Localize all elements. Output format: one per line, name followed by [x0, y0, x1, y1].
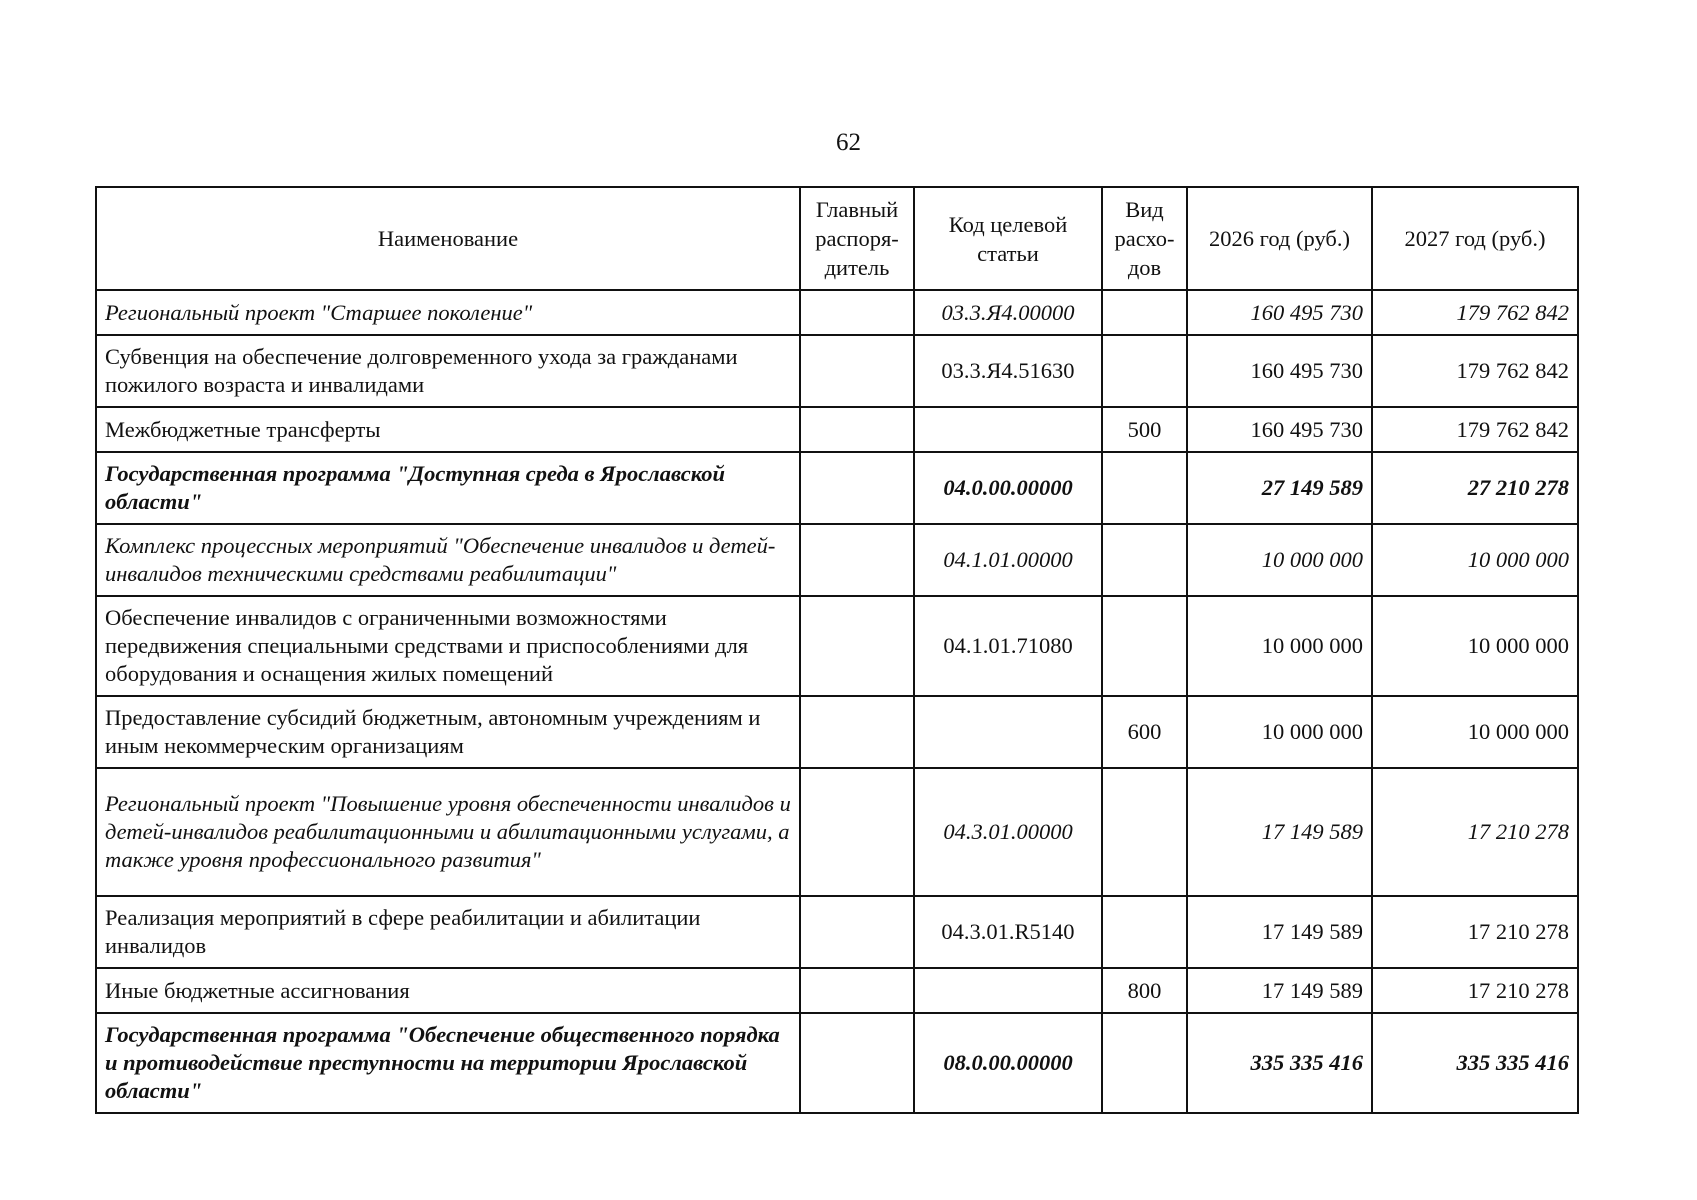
cell-y2027: 335 335 416 — [1372, 1013, 1578, 1113]
cell-code: 04.3.01.00000 — [914, 768, 1102, 896]
cell-code: 04.1.01.00000 — [914, 524, 1102, 596]
table-row — [96, 1013, 1578, 1113]
cell-y2026: 10 000 000 — [1187, 524, 1372, 596]
cell-y2026: 17 149 589 — [1187, 768, 1372, 896]
cell-admin — [800, 290, 914, 335]
header-2026: 2026 год (руб.) — [1187, 187, 1372, 290]
cell-kind — [1102, 896, 1187, 968]
table-row — [96, 407, 1578, 452]
cell-code: 03.3.Я4.00000 — [914, 290, 1102, 335]
cell-y2027: 179 762 842 — [1372, 290, 1578, 335]
cell-kind — [1102, 335, 1187, 407]
cell-y2027: 27 210 278 — [1372, 452, 1578, 524]
table-row — [96, 524, 1578, 596]
table-row — [96, 290, 1578, 335]
table-row — [96, 968, 1578, 1013]
cell-admin — [800, 452, 914, 524]
cell-code: 04.1.01.71080 — [914, 596, 1102, 696]
cell-name: Межбюджетные трансферты — [96, 407, 800, 452]
cell-y2027: 179 762 842 — [1372, 335, 1578, 407]
cell-admin — [800, 896, 914, 968]
table-row — [96, 596, 1578, 696]
table-row — [96, 896, 1578, 968]
cell-name: Государственная программа "Обеспечение общественного порядка и противодействие преступности на территории Ярославской области" — [96, 1013, 800, 1113]
cell-kind: 600 — [1102, 696, 1187, 768]
table-row — [96, 452, 1578, 524]
cell-admin — [800, 407, 914, 452]
header-name: Наименование — [96, 187, 800, 290]
cell-y2026: 27 149 589 — [1187, 452, 1372, 524]
cell-y2026: 10 000 000 — [1187, 596, 1372, 696]
cell-code: 08.0.00.00000 — [914, 1013, 1102, 1113]
table-row — [96, 696, 1578, 768]
cell-y2027: 17 210 278 — [1372, 896, 1578, 968]
cell-y2026: 17 149 589 — [1187, 896, 1372, 968]
cell-admin — [800, 1013, 914, 1113]
cell-admin — [800, 968, 914, 1013]
header-code: Код целевой статьи — [914, 187, 1102, 290]
cell-y2027: 10 000 000 — [1372, 596, 1578, 696]
cell-y2027: 10 000 000 — [1372, 524, 1578, 596]
budget-table — [95, 186, 1579, 1114]
cell-code — [914, 407, 1102, 452]
table-row — [96, 768, 1578, 896]
cell-kind — [1102, 452, 1187, 524]
cell-code — [914, 968, 1102, 1013]
header-2027: 2027 год (руб.) — [1372, 187, 1578, 290]
cell-admin — [800, 696, 914, 768]
cell-name: Региональный проект "Повышение уровня обеспеченности инвалидов и детей-инвалидов реабилитационными и абилитационными услугами, а также уровня профессионального развития" — [96, 768, 800, 896]
table-header-row — [96, 187, 1578, 290]
cell-kind — [1102, 290, 1187, 335]
cell-code: 04.3.01.R5140 — [914, 896, 1102, 968]
cell-code: 03.3.Я4.51630 — [914, 335, 1102, 407]
cell-name: Иные бюджетные ассигнования — [96, 968, 800, 1013]
header-kind: Вид расхо-дов — [1102, 187, 1187, 290]
cell-code — [914, 696, 1102, 768]
header-admin: Главный распоря-дитель — [800, 187, 914, 290]
cell-kind: 500 — [1102, 407, 1187, 452]
cell-kind — [1102, 1013, 1187, 1113]
cell-name: Государственная программа "Доступная среда в Ярославской области" — [96, 452, 800, 524]
cell-name: Региональный проект "Старшее поколение" — [96, 290, 800, 335]
cell-admin — [800, 335, 914, 407]
cell-y2026: 160 495 730 — [1187, 407, 1372, 452]
cell-name: Комплекс процессных мероприятий "Обеспечение инвалидов и детей-инвалидов техническими средствами реабилитации" — [96, 524, 800, 596]
cell-kind — [1102, 596, 1187, 696]
cell-y2026: 335 335 416 — [1187, 1013, 1372, 1113]
cell-y2026: 160 495 730 — [1187, 290, 1372, 335]
cell-y2027: 10 000 000 — [1372, 696, 1578, 768]
cell-y2027: 17 210 278 — [1372, 768, 1578, 896]
table-body — [96, 290, 1578, 1113]
cell-admin — [800, 524, 914, 596]
cell-name: Обеспечение инвалидов с ограниченными возможностями передвижения специальными средствами и приспособлениями для оборудования и оснащения жилых помещений — [96, 596, 800, 696]
cell-kind — [1102, 768, 1187, 896]
cell-name: Предоставление субсидий бюджетным, автономным учреждениям и иным некоммерческим организациям — [96, 696, 800, 768]
cell-y2026: 10 000 000 — [1187, 696, 1372, 768]
table-row — [96, 335, 1578, 407]
cell-name: Реализация мероприятий в сфере реабилитации и абилитации инвалидов — [96, 896, 800, 968]
cell-y2027: 179 762 842 — [1372, 407, 1578, 452]
cell-code: 04.0.00.00000 — [914, 452, 1102, 524]
cell-admin — [800, 768, 914, 896]
cell-y2026: 17 149 589 — [1187, 968, 1372, 1013]
cell-y2026: 160 495 730 — [1187, 335, 1372, 407]
cell-kind: 800 — [1102, 968, 1187, 1013]
cell-admin — [800, 596, 914, 696]
page-number: 62 — [836, 129, 861, 156]
cell-name: Субвенция на обеспечение долговременного ухода за гражданами пожилого возраста и инвалидами — [96, 335, 800, 407]
cell-y2027: 17 210 278 — [1372, 968, 1578, 1013]
cell-kind — [1102, 524, 1187, 596]
